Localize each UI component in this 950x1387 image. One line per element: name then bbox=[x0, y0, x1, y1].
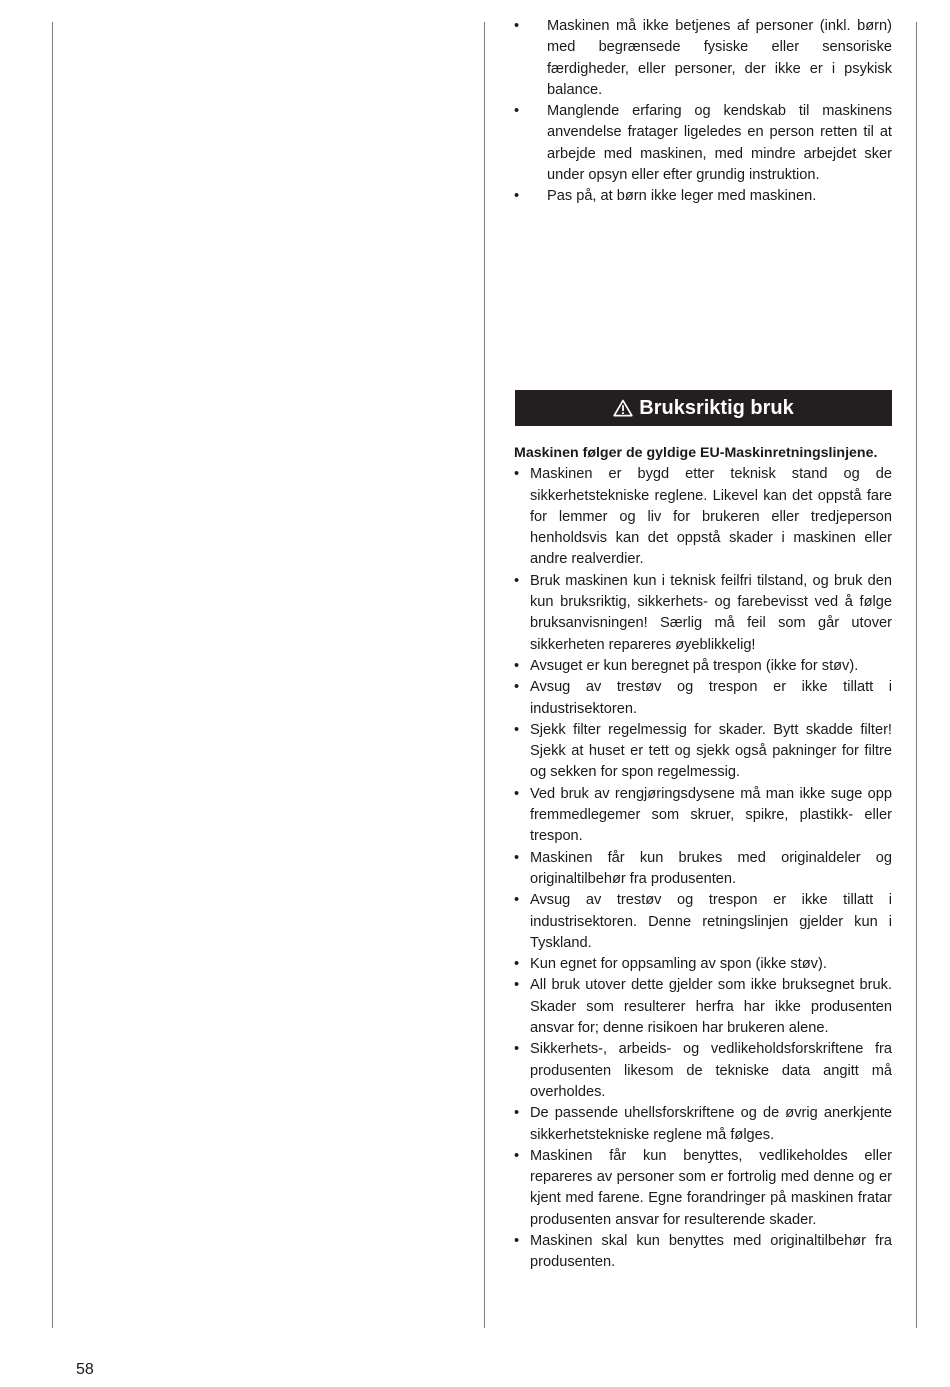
list-item: • Pas på, at børn ikke leger med maskinen. bbox=[514, 188, 817, 205]
list-item-text: Maskinen er bygd etter teknisk stand og de sikkerhetstekniske reglene. Likevel kan det oppstå fare for lemmer og liv for brukeren eller tredjeperson henholdsvis kan det oppstå skader i maskinen eller andre realverdier. bbox=[530, 466, 892, 568]
list-item-text: Sjekk filter regelmessig for skader. Bytt skadde filter! Sjekk at huset er tett og sjekk også pakninger for filtre og sekken for spon regelmessig. bbox=[530, 721, 892, 781]
list-item: • Maskinen får kun benyttes, vedlikeholdes eller repareres av personer som er fortrolig med denne og er kjent med farene. Egne forandringer på maskinen fratar produsenten ansvar for resulterende skader. bbox=[514, 1147, 892, 1228]
list-item-text: Manglende erfaring og kendskab til maskinens anvendelse fratager ligeledes en person retten til at arbejde med maskinen, med mindre arbejdet sker under opsyn eller efter grundig instruktion. bbox=[547, 103, 892, 184]
list-item: • Avsug av trestøv og trespon er ikke tillatt i industrisektoren. bbox=[514, 679, 892, 717]
left-margin-rule bbox=[52, 22, 53, 1328]
list-item: • Maskinen skal kun benyttes med originaltilbehør fra produsenten. bbox=[514, 1232, 892, 1271]
list-item: • Avsug av trestøv og trespon er ikke tillatt i industrisektoren. Denne retningslinjen gjelder kun i Tyskland. bbox=[514, 892, 892, 951]
list-item-text: Sikkerhets-, arbeids- og vedlikeholdsforskriftene fra produsenten likesom de tekniske data angitt må overholdes. bbox=[530, 1041, 892, 1100]
column-divider-rule bbox=[484, 22, 485, 1328]
list-item: • De passende uhellsforskriftene og de øvrig anerkjente sikkerhetstekniske reglene må følges. bbox=[514, 1105, 892, 1143]
list-item-text: Maskinen skal kun benyttes med originaltilbehør fra produsenten. bbox=[530, 1232, 892, 1271]
section-title: Bruksriktig bruk bbox=[639, 396, 794, 419]
list-item: • Bruk maskinen kun i teknisk feilfri tilstand, og bruk den kun bruksriktig, sikkerhets- og farebevisst ved å følge bruksanvisningen! Særlig må feil som går utover sikkerheten repareres øyeblikkelig! bbox=[514, 572, 892, 653]
list-item: • All bruk utover dette gjelder som ikke bruksegnet bruk. Skader som resulterer herfra har ikke produsenten ansvar for; denne risikoen har brukeren alene. bbox=[514, 977, 892, 1037]
list-item-text: Pas på, at børn ikke leger med maskinen. bbox=[547, 188, 817, 205]
list-item-text: Ved bruk av rengjøringsdysene må man ikke suge opp fremmedlegemer som skruer, spikre, plastikk- eller trespon. bbox=[530, 785, 892, 845]
top-bullet-list bbox=[514, 16, 892, 208]
list-item-text: Bruk maskinen kun i teknisk feilfri tilstand, og bruk den kun bruksriktig, sikkerhets- og farebevisst ved å følge bruksanvisningen! Særlig må feil som går utover sikkerheten repareres øyeblikkelig! bbox=[530, 572, 892, 653]
list-item: • Maskinen er bygd etter teknisk stand og de sikkerhetstekniske reglene. Likevel kan det oppstå fare for lemmer og liv for brukeren eller tredjeperson henholdsvis kan det oppstå skader i maskinen eller andre realverdier. bbox=[514, 466, 892, 568]
section-body bbox=[514, 443, 892, 1274]
section-header bbox=[515, 390, 892, 426]
list-item-text: Kun egnet for oppsamling av spon (ikke støv). bbox=[530, 956, 827, 973]
list-item-text: Maskinen får kun brukes med originaldeler og originaltilbehør fra produsenten. bbox=[530, 849, 892, 887]
section-intro: Maskinen følger de gyldige EU-Maskinretningslinjene. bbox=[514, 445, 878, 461]
list-item: • Manglende erfaring og kendskab til maskinens anvendelse fratager ligeledes en person retten til at arbejde med maskinen, med mindre arbejdet sker under opsyn eller efter grundig instruktion. bbox=[514, 103, 892, 184]
list-item: • Kun egnet for oppsamling av spon (ikke støv). bbox=[514, 956, 827, 973]
list-item-text: Maskinen må ikke betjenes af personer (inkl. børn) med begrænsede fysiske eller sensoriske færdigheder, eller personer, der ikke er i psykisk balance. bbox=[547, 18, 892, 98]
list-item-text: Avsug av trestøv og trespon er ikke tillatt i industrisektoren. Denne retningslinjen gjelder kun i Tyskland. bbox=[530, 892, 892, 951]
list-item-text: Maskinen får kun benyttes, vedlikeholdes eller repareres av personer som er fortrolig med denne og er kjent med farene. Egne forandringer på maskinen fratar produsenten ansvar for resulterende skader. bbox=[530, 1147, 892, 1228]
list-item: • Avsuget er kun beregnet på trespon (ikke for støv). bbox=[514, 657, 859, 674]
list-item: • Sjekk filter regelmessig for skader. Bytt skadde filter! Sjekk at huset er tett og sjekk også pakninger for filtre og sekken for spon regelmessig. bbox=[514, 721, 892, 781]
list-item: • Ved bruk av rengjøringsdysene må man ikke suge opp fremmedlegemer som skruer, spikre, plastikk- eller trespon. bbox=[514, 785, 892, 845]
list-item: • Maskinen må ikke betjenes af personer (inkl. børn) med begrænsede fysiske eller sensoriske færdigheder, eller personer, der ikke er i psykisk balance. bbox=[514, 18, 892, 98]
list-item: • Sikkerhets-, arbeids- og vedlikeholdsforskriftene fra produsenten likesom de tekniske data angitt må overholdes. bbox=[514, 1041, 892, 1100]
list-item-text: De passende uhellsforskriftene og de øvrig anerkjente sikkerhetstekniske reglene må følges. bbox=[530, 1105, 892, 1143]
bullet-list bbox=[514, 464, 892, 1273]
list-item-text: Avsuget er kun beregnet på trespon (ikke for støv). bbox=[530, 657, 859, 674]
list-item-text: All bruk utover dette gjelder som ikke bruksegnet bruk. Skader som resulterer herfra har ikke produsenten ansvar for; denne risikoen har brukeren alene. bbox=[530, 977, 892, 1037]
list-item-text: Avsug av trestøv og trespon er ikke tillatt i industrisektoren. bbox=[530, 679, 892, 717]
warning-triangle-icon bbox=[613, 399, 633, 417]
list-item: • Maskinen får kun brukes med originaldeler og originaltilbehør fra produsenten. bbox=[514, 849, 892, 887]
right-margin-rule bbox=[916, 22, 917, 1328]
page-number: 58 bbox=[76, 1361, 94, 1378]
